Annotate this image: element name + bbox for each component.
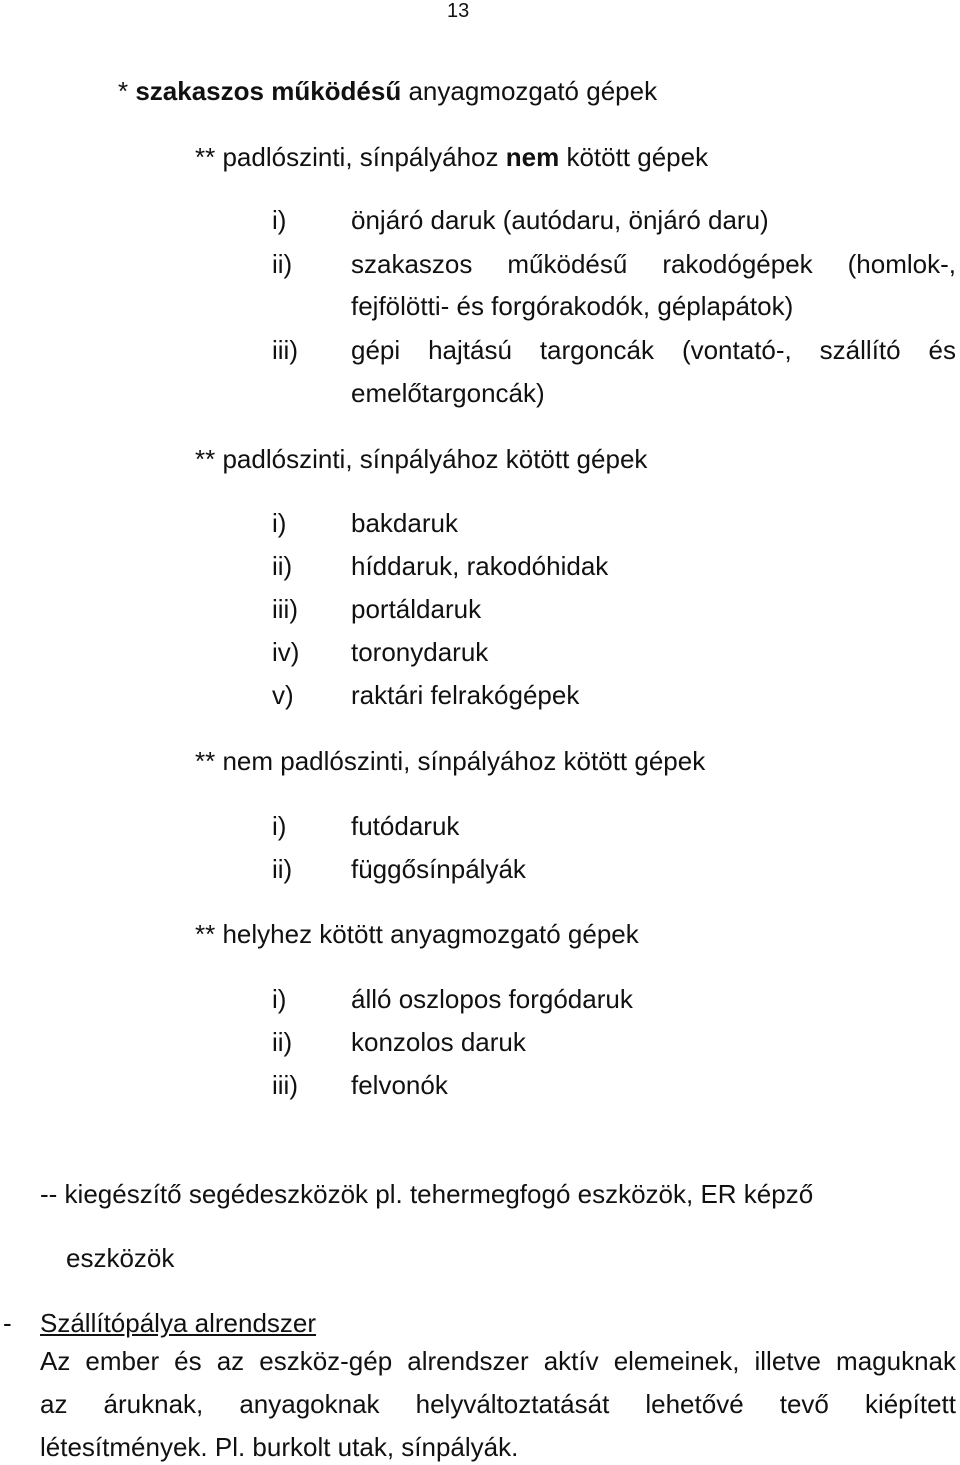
item-text [351,334,956,366]
item-text: híddaruk, rakodóhidak [351,551,609,581]
item-text-line: szakaszos működésű rakodógépek (homlok-, [351,249,956,279]
section-paragraph-line: létesítmények. Pl. burkolt utak, sínpályák. [40,1432,519,1462]
supplement-line-continuation: eszközök [66,1243,175,1273]
item-label: i) [272,205,287,235]
item-text: önjáró daruk (autódaru, önjáró daru) [351,205,769,235]
item-text [351,248,956,280]
main-heading-prefix: * [118,76,136,106]
item-text: raktári felrakógépek [351,680,580,710]
section-paragraph-line [40,1388,956,1420]
item-label: iii) [272,594,298,624]
item-label: ii) [272,1027,293,1057]
item-label: ii) [272,551,293,581]
paragraph-text: Az ember és az eszköz-gép alrendszer aktív elemeinek, illetve maguknak [40,1346,956,1376]
item-text: toronydaruk [351,637,489,667]
main-heading-rest: anyagmozgató gépek [401,76,658,106]
page-number: 13 [447,0,470,22]
item-label: v) [272,680,294,710]
item-text-continuation: fejfölötti- és forgórakodók, géplapátok) [351,291,794,321]
section-paragraph-line [40,1345,956,1377]
group-heading [195,141,708,173]
item-label: i) [272,811,287,841]
group-heading: ** helyhez kötött anyagmozgató gépek [195,919,639,949]
paragraph-text: az áruknak, anyagoknak helyváltoztatását lehetővé tevő kiépített [40,1389,956,1419]
item-text: függősínpályák [351,854,526,884]
item-text: portáldaruk [351,594,482,624]
item-text: futódaruk [351,811,460,841]
item-label: iii) [272,1070,298,1100]
item-label: i) [272,508,287,538]
item-label: i) [272,984,287,1014]
item-label: iv) [272,637,300,667]
group-heading: ** nem padlószinti, sínpályához kötött gépek [195,746,706,776]
supplement-line: -- kiegészítő segédeszközök pl. tehermegfogó eszközök, ER képző [40,1179,814,1209]
section-dash: - [3,1308,12,1338]
item-text-line: gépi hajtású targoncák (vontató-, szállító és [351,335,956,365]
item-text: konzolos daruk [351,1027,526,1057]
group-heading-bold: nem [505,142,560,172]
item-label: ii) [272,854,293,884]
item-text: felvonók [351,1070,448,1100]
main-heading [118,75,657,107]
group-heading-before: ** padlószinti, sínpályához [195,142,506,172]
group-heading: ** padlószinti, sínpályához kötött gépek [195,444,648,474]
item-text: álló oszlopos forgódaruk [351,984,633,1014]
group-heading-after: kötött gépek [559,142,709,172]
section-title: Szállítópálya alrendszer [40,1308,317,1338]
item-text-continuation: emelőtargoncák) [351,378,545,408]
main-heading-bold: szakaszos működésű [135,76,402,106]
item-label: ii) [272,249,293,279]
item-label: iii) [272,335,298,365]
item-text: bakdaruk [351,508,458,538]
